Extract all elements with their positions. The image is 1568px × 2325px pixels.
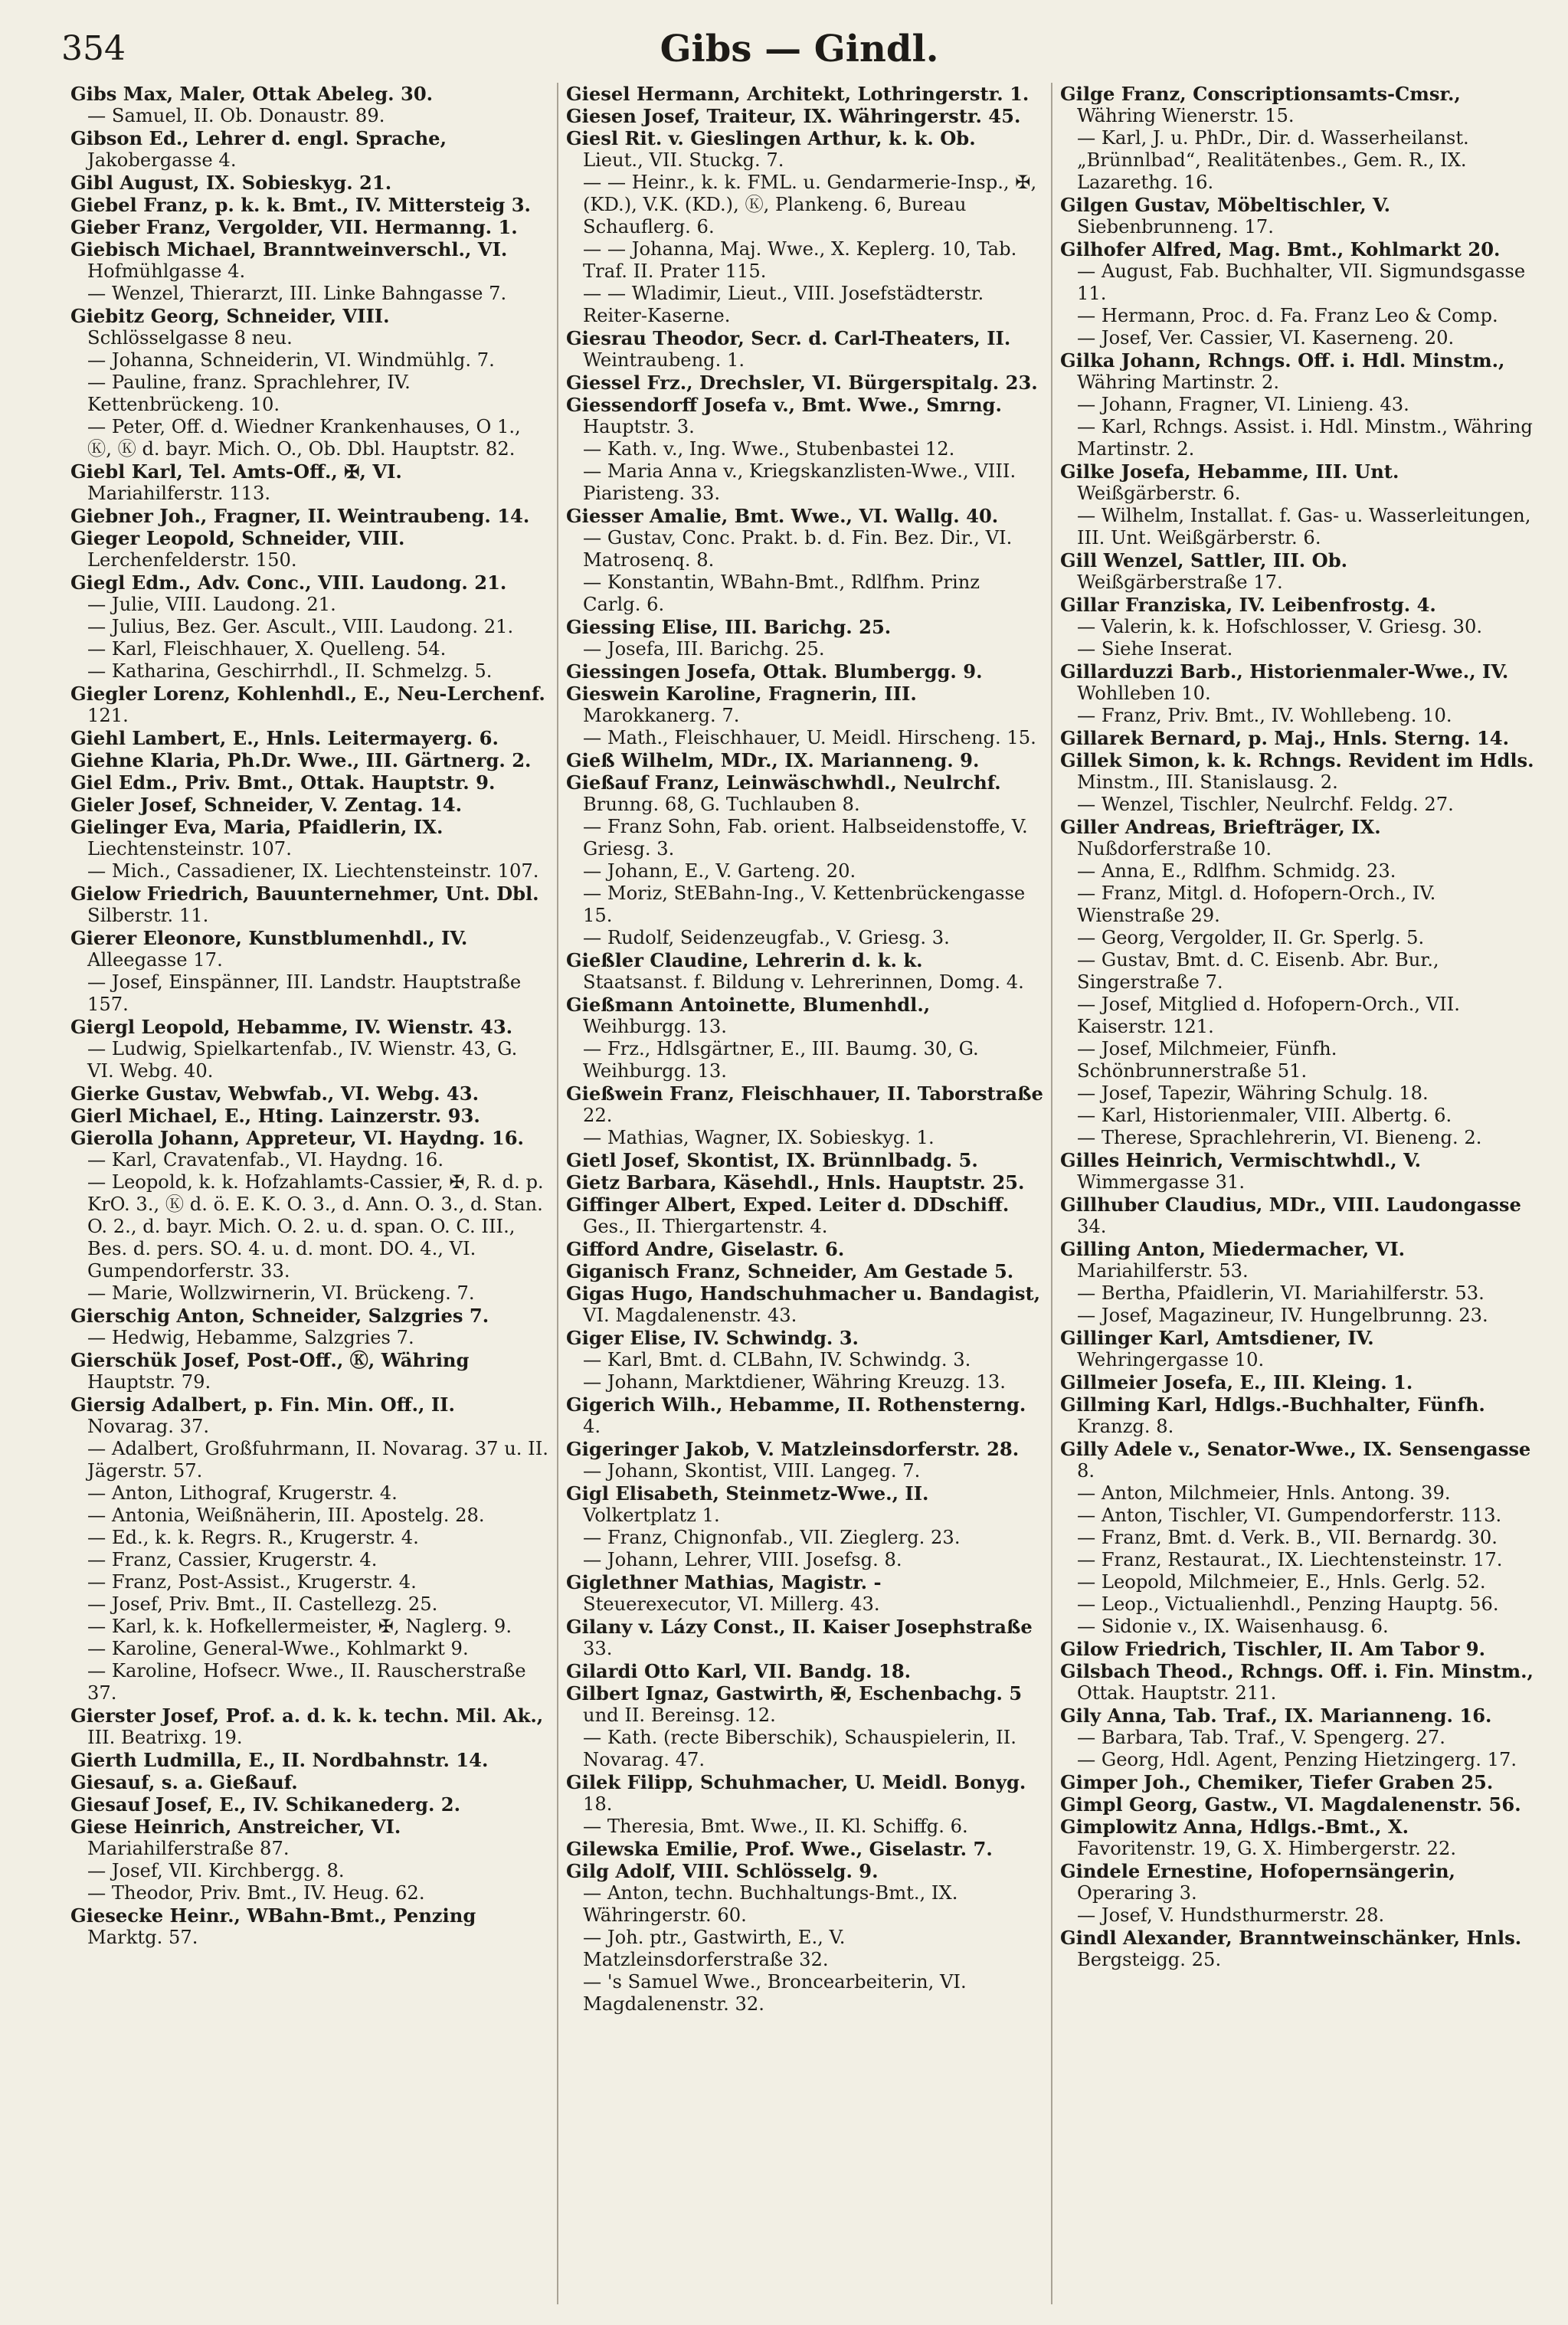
directory-entry: Gily Anna, Tab. Traf., IX. Marianneng. 16. — Barbara, Tab. Traf., V. Spengerg. 27. — Georg, Hdl. Agent, Penzing Hietzingerg. 17.: [1060, 1704, 1517, 1770]
directory-entry: Giel Edm., Priv. Bmt., Ottak. Hauptstr. 9.: [70, 771, 496, 794]
directory-entry: Gießmann Antoinette, Blumenhdl., Weihburgg. 13. — Frz., Hdlsgärtner, E., III. Baumg. 30, G. Weihburgg. 13.: [566, 994, 979, 1082]
directory-entry: Gieger Leopold, Schneider, VIII. Lerchenfelderstr. 150.: [70, 527, 405, 571]
directory-entry: Gillek Simon, k. k. Rchngs. Revident im Hdls. Minstm., III. Stanislausg. 2. — Wenzel, Tischler, Neulrchf. Feldg. 27.: [1060, 749, 1534, 815]
directory-entry: Giehne Klaria, Ph.Dr. Wwe., III. Gärtnerg. 2.: [70, 749, 532, 771]
directory-entry: Gilow Friedrich, Tischler, II. Am Tabor 9.: [1060, 1638, 1486, 1660]
directory-entry: Giessel Frz., Drechsler, VI. Bürgerspitalg. 23.: [566, 372, 1038, 394]
directory-entry: Giersig Adalbert, p. Fin. Min. Off., II. Novarag. 37. — Adalbert, Großfuhrmann, II. Novarag. 37 u. II. Jägerstr. 57. — Anton, Lithograf, Krugerstr. 4. — Antonia, Weißnäherin, III. Apostelg. 28. — Ed., k. k. Regrs. R., Krugerstr. 4. — Franz, Cassier, Krugerstr. 4. — Franz, Post-Assist., Krugerstr. 4. — Josef, Priv. Bmt., II. Castellezg. 25. — Karl, k. k. Hofkellermeister, ✠, Naglerg. 9. — Karoline, General-Wwe., Kohlmarkt 9. — Karoline, Hofsecr. Wwe., II. Rauscherstraße 37.: [70, 1393, 548, 1704]
directory-entry: Gießwein Franz, Fleischhauer, II. Taborstraße 22. — Mathias, Wagner, IX. Sobieskyg. 1.: [566, 1082, 1043, 1148]
directory-entry: Giese Heinrich, Anstreicher, VI. Mariahilferstraße 87. — Josef, VII. Kirchbergg. 8. — Theodor, Priv. Bmt., IV. Heug. 62.: [70, 1816, 425, 1904]
directory-entry: Gillming Karl, Hdlgs.-Buchhalter, Fünfh. Kranzg. 8.: [1060, 1393, 1485, 1437]
directory-entry: Gilewska Emilie, Prof. Wwe., Giselastr. 7.: [566, 1838, 993, 1860]
directory-entry: Giglethner Mathias, Magistr. - Steuerexecutor, VI. Millerg. 43.: [566, 1571, 882, 1615]
columns: [63, 83, 1545, 2304]
directory-entry: Giller Andreas, Briefträger, IX. Nußdorferstraße 10. — Anna, E., Rdlfhm. Schmidg. 23. — Franz, Mitgl. d. Hofopern-Orch., IV. Wienstraße 29. — Georg, Vergolder, II. Gr. Sperlg. 5. — Gustav, Bmt. d. C. Eisenb. Abr. Bur., Singerstraße 7. — Josef, Mitglied d. Hofopern-Orch., VII. Kaiserstr. 121. — Josef, Milchmeier, Fünfh. Schönbrunnerstraße 51. — Josef, Tapezir, Währing Schulg. 18. — Karl, Historienmaler, VIII. Albertg. 6. — Therese, Sprachlehrerin, VI. Bieneng. 2.: [1060, 816, 1482, 1148]
directory-entry: Gietz Barbara, Käsehdl., Hnls. Hauptstr. 25.: [566, 1171, 1025, 1194]
directory-entry: Giehl Lambert, E., Hnls. Leitermayerg. 6.: [70, 727, 499, 749]
directory-entry: Gindele Ernestine, Hofopernsängerin, Operaring 3. — Josef, V. Hundsthurmerstr. 28.: [1060, 1860, 1455, 1926]
directory-entry: Gillmeier Josefa, E., III. Kleing. 1.: [1060, 1371, 1413, 1393]
directory-entry: Giebel Franz, p. k. k. Bmt., IV. Mittersteig 3.: [70, 194, 531, 216]
directory-entry: Giesauf Josef, E., IV. Schikanederg. 2.: [70, 1793, 461, 1816]
directory-entry: Gilbert Ignaz, Gastwirth, ✠, Eschenbachg. 5 und II. Bereinsg. 12. — Kath. (recte Biberschik), Schauspielerin, II. Novarag. 47.: [566, 1682, 1023, 1770]
directory-entry: Gigeringer Jakob, V. Matzleinsdorferstr. 28. — Johann, Skontist, VIII. Langeg. 7.: [566, 1438, 1020, 1482]
directory-entry: Gillinger Karl, Amtsdiener, IV. Wehringergasse 10.: [1060, 1327, 1374, 1370]
directory-entry: Gießler Claudine, Lehrerin d. k. k. Staatsanst. f. Bildung v. Lehrerinnen, Domg. 4.: [566, 949, 1024, 993]
directory-entry: Gierster Josef, Prof. a. d. k. k. techn. Mil. Ak., III. Beatrixg. 19.: [70, 1704, 544, 1748]
directory-entry: Gieler Josef, Schneider, V. Zentag. 14.: [70, 794, 463, 816]
directory-entry: Gilardi Otto Karl, VII. Bandg. 18.: [566, 1660, 912, 1682]
directory-entry: Gieß Wilhelm, MDr., IX. Marianneng. 9.: [566, 749, 980, 771]
directory-entry: Giebitz Georg, Schneider, VIII. Schlösselgasse 8 neu. — Johanna, Schneiderin, VI. Windmühlg. 7. — Pauline, franz. Sprachlehrer, IV. Kettenbrückeng. 10. — Peter, Off. d. Wiedner Krankenhauses, O 1., Ⓚ, Ⓚ d. bayr. Mich. O., Ob. Dbl. Hauptstr. 82.: [70, 305, 521, 460]
directory-entry: Giebner Joh., Fragner, II. Weintraubeng. 14.: [70, 505, 530, 527]
directory-entry: Gigl Elisabeth, Steinmetz-Wwe., II. Volkertplatz 1. — Franz, Chignonfab., VII. Zieglerg. 23. — Johann, Lehrer, VIII. Josefsg. 8.: [566, 1482, 961, 1570]
directory-entry: Giger Elise, IV. Schwindg. 3. — Karl, Bmt. d. CLBahn, IV. Schwindg. 3. — Johann, Marktdiener, Währing Kreuzg. 13.: [566, 1327, 1006, 1393]
directory-entry: Gillarduzzi Barb., Historienmaler-Wwe., IV. Wohlleben 10. — Franz, Priv. Bmt., IV. Wohllebeng. 10.: [1060, 660, 1509, 726]
directory-entry: Gibl August, IX. Sobieskyg. 21.: [70, 172, 392, 194]
directory-entry: Gigas Hugo, Handschuhmacher u. Bandagist, VI. Magdalenenstr. 43.: [566, 1282, 1041, 1326]
directory-entry: Gierl Michael, E., Hting. Lainzerstr. 93.: [70, 1105, 480, 1127]
column-1: [63, 83, 557, 2304]
directory-entry: Giesecke Heinr., WBahn-Bmt., Penzing Marktg. 57.: [70, 1904, 476, 1948]
directory-entry: Giessing Elise, III. Barichg. 25. — Josefa, III. Barichg. 25.: [566, 616, 892, 660]
directory-entry: Gielow Friedrich, Bauunternehmer, Unt. Dbl. Silberstr. 11.: [70, 883, 539, 926]
directory-entry: Giesrau Theodor, Secr. d. Carl-Theaters, II. Weintraubeng. 1.: [566, 327, 1011, 371]
directory-entry: Gilke Josefa, Hebamme, III. Unt. Weißgärberstr. 6. — Wilhelm, Installat. f. Gas- u. Wasserleitungen, III. Unt. Weißgärberstr. 6.: [1060, 460, 1531, 549]
directory-entry: Gill Wenzel, Sattler, III. Ob. Weißgärberstraße 17.: [1060, 549, 1348, 593]
directory-entry: Gieber Franz, Vergolder, VII. Hermanng. 1.: [70, 216, 518, 238]
directory-entry: Gimpl Georg, Gastw., VI. Magdalenenstr. 56.: [1060, 1793, 1521, 1816]
directory-entry: Gierschig Anton, Schneider, Salzgries 7. — Hedwig, Hebamme, Salzgries 7.: [70, 1305, 489, 1348]
directory-entry: Gilling Anton, Miedermacher, VI. Mariahilferstr. 53. — Bertha, Pfaidlerin, VI. Mariahilferstr. 53. — Josef, Magazineur, IV. Hungelbrunng. 23.: [1060, 1238, 1488, 1326]
directory-entry: Gifford Andre, Giselastr. 6.: [566, 1238, 845, 1260]
directory-entry: Gilsbach Theod., Rchngs. Off. i. Fin. Minstm., Ottak. Hauptstr. 211.: [1060, 1660, 1534, 1704]
directory-entry: Gillar Franziska, IV. Leibenfrostg. 4. — Valerin, k. k. Hofschlosser, V. Griesg. 30. — Siehe Inserat.: [1060, 594, 1483, 660]
directory-entry: Giesen Josef, Traiteur, IX. Währingerstr. 45.: [566, 105, 1021, 127]
directory-entry: Gierke Gustav, Webwfab., VI. Webg. 43.: [70, 1082, 479, 1105]
directory-entry: Gielinger Eva, Maria, Pfaidlerin, IX. Liechtensteinstr. 107. — Mich., Cassadiener, IX. Liechtensteinstr. 107.: [70, 816, 539, 882]
directory-entry: Gimper Joh., Chemiker, Tiefer Graben 25.: [1060, 1771, 1494, 1793]
directory-entry: Gindl Alexander, Branntweinschänker, Hnls. Bergsteigg. 25.: [1060, 1927, 1522, 1970]
directory-entry: Giesel Hermann, Architekt, Lothringerstr. 1.: [566, 83, 1030, 105]
directory-entry: Giesauf, s. a. Gießauf.: [70, 1771, 298, 1793]
directory-entry: Giegler Lorenz, Kohlenhdl., E., Neu-Lerchenf. 121.: [70, 683, 545, 726]
directory-entry: Giffinger Albert, Exped. Leiter d. DDschiff. Ges., II. Thiergartenstr. 4.: [566, 1194, 1010, 1237]
page-header: [61, 21, 1537, 75]
directory-entry: Gierschük Josef, Post-Off., Ⓚ, Währing Hauptstr. 79.: [70, 1349, 470, 1393]
directory-entry: Gierer Eleonore, Kunstblumenhdl., IV. Alleegasse 17. — Josef, Einspänner, III. Landstr. Hauptstraße 157.: [70, 927, 522, 1015]
directory-entry: Giebisch Michael, Branntweinverschl., VI. Hofmühlgasse 4. — Wenzel, Thierarzt, III. Linke Bahngasse 7.: [70, 238, 508, 304]
directory-entry: Gilly Adele v., Senator-Wwe., IX. Sensengasse 8. — Anton, Milchmeier, Hnls. Antong. 39. — Anton, Tischler, VI. Gumpendorferstr. 113. — Franz, Bmt. d. Verk. B., VII. Bernardg. 30. — Franz, Restaurat., IX. Liechtensteinstr. 17. — Leopold, Milchmeier, E., Hnls. Gerlg. 52. — Leop., Victualienhdl., Penzing Hauptg. 56. — Sidonie v., IX. Waisenhausg. 6.: [1060, 1438, 1531, 1637]
column-3: [1051, 83, 1545, 2304]
directory-entry: Giessingen Josefa, Ottak. Blumbergg. 9.: [566, 660, 983, 683]
directory-entry: Gilhofer Alfred, Mag. Bmt., Kohlmarkt 20. — August, Fab. Buchhalter, VII. Sigmundsgasse 11. — Hermann, Proc. d. Fa. Franz Leo & Comp. — Josef, Ver. Cassier, VI. Kaserneng. 20.: [1060, 238, 1526, 349]
directory-entry: Giessendorff Josefa v., Bmt. Wwe., Smrng. Hauptstr. 3. — Kath. v., Ing. Wwe., Stubenbastei 12. — Maria Anna v., Kriegskanzlisten-Wwe., VIII. Piaristeng. 33.: [566, 394, 1016, 504]
directory-entry: Gierth Ludmilla, E., II. Nordbahnstr. 14.: [70, 1749, 489, 1771]
directory-entry: Gilg Adolf, VIII. Schlösselg. 9. — Anton, techn. Buchhaltungs-Bmt., IX. Währingerstr. 60. — Joh. ptr., Gastwirth, E., V. Matzleinsdorferstraße 32. — 's Samuel Wwe., Broncearbeiterin, VI. Magdalenenstr. 32.: [566, 1860, 967, 2015]
directory-entry: Giesl Rit. v. Gieslingen Arthur, k. k. Ob. Lieut., VII. Stuckg. 7. — — Heinr., k. k. FML. u. Gendarmerie-Insp., ✠, (KD.), V.K. (KD.), Ⓚ, Plankeng. 6, Bureau Schauflerg. 6. — — Johanna, Maj. Wwe., X. Keplerg. 10, Tab. Traf. II. Prater 115. — — Wladimir, Lieut., VIII. Josefstädterstr. Reiter-Kaserne.: [566, 127, 1037, 326]
page-number: 354: [61, 29, 126, 68]
directory-entry: Gibs Max, Maler, Ottak Abeleg. 30. — Samuel, II. Ob. Donaustr. 89.: [70, 83, 434, 126]
page-title: Gibs — Gindl.: [660, 28, 939, 70]
directory-entry: Giegl Edm., Adv. Conc., VIII. Laudong. 21. — Julie, VIII. Laudong. 21. — Julius, Bez. Ger. Ascult., VIII. Laudong. 21. — Karl, Fleischhauer, X. Quelleng. 54. — Katharina, Geschirrhdl., II. Schmelzg. 5.: [70, 571, 514, 682]
directory-entry: Giergl Leopold, Hebamme, IV. Wienstr. 43. — Ludwig, Spielkartenfab., IV. Wienstr. 43, G. VI. Webg. 40.: [70, 1016, 518, 1082]
directory-entry: Giebl Karl, Tel. Amts-Off., ✠, VI. Mariahilferstr. 113.: [70, 460, 402, 504]
directory-entry: Gierolla Johann, Appreteur, VI. Haydng. 16. — Karl, Cravatenfab., VI. Haydng. 16. — Leopold, k. k. Hofzahlamts-Cassier, ✠, R. d. p. KrO. 3., Ⓚ d. ö. E. K. O. 3., d. Ann. O. 3., d. Stan. O. 2., d. bayr. Mich. O. 2. u. d. span. O. C. III., Bes. d. pers. SO. 4. u. d. mont. DO. 4., VI. Gumpendorferstr. 33. — Marie, Wollzwirnerin, VI. Brückeng. 7.: [70, 1127, 544, 1304]
directory-entry: Gilge Franz, Conscriptionsamts-Cmsr., Währing Wienerstr. 15. — Karl, J. u. PhDr., Dir. d. Wasserheilanst. „Brünnlbad“, Realitätenbes., Gem. R., IX. Lazarethg. 16.: [1060, 83, 1469, 193]
directory-entry: Gieswein Karoline, Fragnerin, III. Marokkanerg. 7. — Math., Fleischhauer, U. Meidl. Hirscheng. 15.: [566, 683, 1036, 748]
directory-entry: Gimplowitz Anna, Hdlgs.-Bmt., X. Favoritenstr. 19, G. X. Himbergerstr. 22.: [1060, 1816, 1457, 1859]
directory-entry: Gillarek Bernard, p. Maj., Hnls. Sterng. 14.: [1060, 727, 1510, 749]
directory-entry: Gilles Heinrich, Vermischtwhdl., V. Wimmergasse 31.: [1060, 1149, 1422, 1193]
directory-entry: Giesser Amalie, Bmt. Wwe., VI. Wallg. 40. — Gustav, Conc. Prakt. b. d. Fin. Bez. Dir., VI. Matrosenq. 8. — Konstantin, WBahn-Bmt., Rdlfhm. Prinz Carlg. 6.: [566, 505, 1013, 615]
directory-entry: Gilany v. Lázy Const., II. Kaiser Josephstraße 33.: [566, 1616, 1033, 1659]
directory-entry: Gilgen Gustav, Möbeltischler, V. Siebenbrunneng. 17.: [1060, 194, 1391, 237]
directory-entry: Gigerich Wilh., Hebamme, II. Rothensterng. 4.: [566, 1393, 1026, 1437]
directory-entry: Giganisch Franz, Schneider, Am Gestade 5.: [566, 1260, 1014, 1282]
directory-entry: Gibson Ed., Lehrer d. engl. Sprache, Jakobergasse 4.: [70, 127, 447, 171]
column-2: [557, 83, 1051, 2304]
directory-entry: Gießauf Franz, Leinwäschwhdl., Neulrchf. Brunng. 68, G. Tuchlauben 8. — Franz Sohn, Fab. orient. Halbseidenstoffe, V. Griesg. 3. — Johann, E., V. Garteng. 20. — Moriz, StEBahn-Ing., V. Kettenbrückengasse 15. — Rudolf, Seidenzeugfab., V. Griesg. 3.: [566, 771, 1028, 948]
directory-entry: Gilka Johann, Rchngs. Off. i. Hdl. Minstm., Währing Martinstr. 2. — Johann, Fragner, VI. Linieng. 43. — Karl, Rchngs. Assist. i. Hdl. Minstm., Währing Martinstr. 2.: [1060, 349, 1533, 460]
directory-entry: Gilek Filipp, Schuhmacher, U. Meidl. Bonyg. 18. — Theresia, Bmt. Wwe., II. Kl. Schiffg. 6.: [566, 1771, 1026, 1837]
directory-entry: Gietl Josef, Skontist, IX. Brünnlbadg. 5.: [566, 1149, 978, 1171]
directory-entry: Gillhuber Claudius, MDr., VIII. Laudongasse 34.: [1060, 1194, 1521, 1237]
